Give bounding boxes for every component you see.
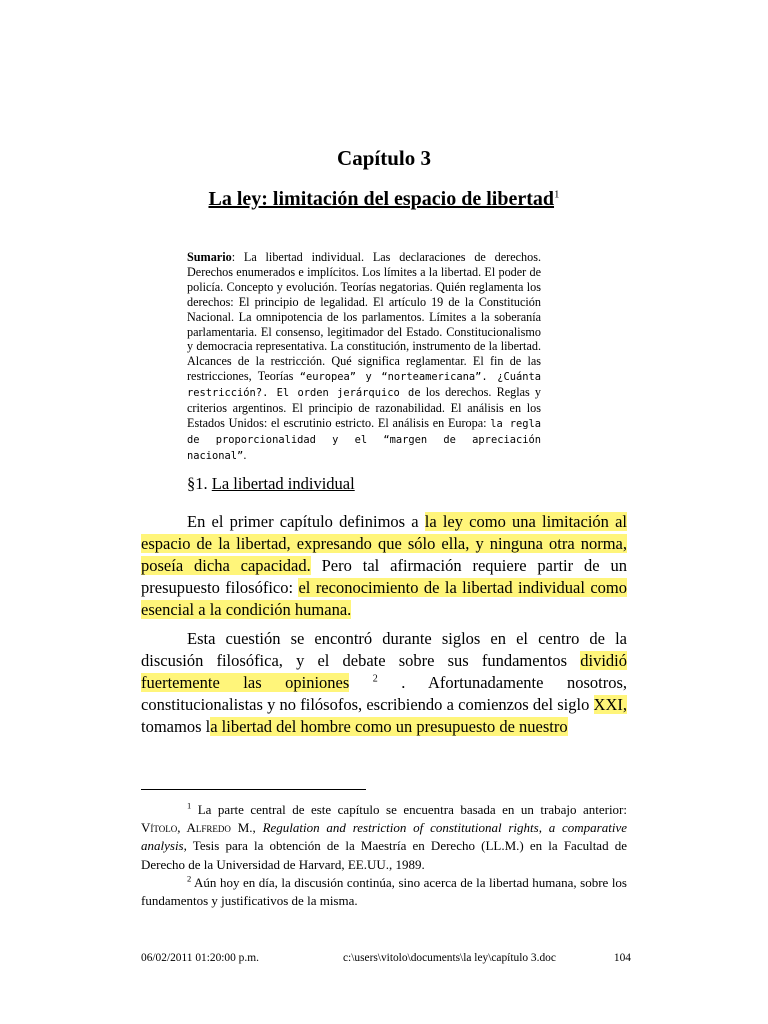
p2-highlight-1: dividió fuertemente las opiniones: [141, 651, 627, 693]
footnote-2-text: Aún hoy en día, la discusión continúa, sino acerca de la libertad humana, sobre los fundamentos y justificativos de la misma.: [141, 874, 627, 909]
section-heading: [187, 474, 587, 494]
summary-text-d: la regla de proporcionalidad y el “margen de apreciación nacional”: [187, 417, 542, 462]
summary-text-c: los derechos. Reglas y criterios argentinos. El principio de razonabilidad. El análisis en los Estados Unidos: el escrutinio estricto. El análisis en Europa:: [187, 385, 541, 430]
footnote-1-sep: ,: [252, 820, 263, 836]
p2-highlight-3: a libertad del hombre como un presupuesto de nuestro: [210, 717, 568, 737]
summary-label: Sumario: [187, 250, 232, 264]
p2-text-1: Esta cuestión se encontró durante siglos en el centro de la discusión filosófica, y el debate sobre sus fundamentos: [141, 629, 627, 671]
chapter-title: [0, 188, 768, 211]
section-number: §1.: [187, 474, 208, 493]
section-title: La libertad individual: [211, 474, 355, 493]
footnote-1-author: Vítolo, Alfredo M.: [141, 820, 253, 836]
footnote-separator: [141, 789, 366, 790]
footer-file-path: c:\users\vitolo\documents\la ley\capítulo 3.doc: [343, 952, 556, 964]
footer-date: 06/02/2011 01:20:00 p.m.: [141, 952, 259, 964]
p1-text-1: En el primer capítulo definimos a: [187, 512, 425, 531]
footnote-ref-2[interactable]: 2: [372, 673, 378, 685]
footnote-2-mark: 2: [187, 873, 192, 884]
footnotes: [141, 801, 627, 910]
chapter-number: Capítulo 3: [337, 146, 431, 170]
footnote-ref-1[interactable]: 1: [554, 188, 560, 201]
p2-text-3: tomamos l: [141, 717, 211, 737]
paragraph-1: [141, 511, 627, 621]
footnote-2: [141, 874, 627, 910]
p1-text-2: Pero tal afirmación requiere partir de un presupuesto filosófico:: [141, 556, 627, 598]
p2-text-2: . Afortunadamente nosotros, constitucionalistas y no filósofos, escribiendo a comienzos del siglo: [141, 673, 627, 715]
footnote-1-text-b: Tesis para la obtención de la Maestría en Derecho (LL.M.) en la Facultad de Derecho de la Universidad de Harvard, EE.UU., 1989.: [141, 838, 627, 872]
summary-text-e: .: [243, 447, 247, 462]
footer-page-number: 104: [613, 952, 631, 964]
p2-highlight-2: XXI,: [593, 695, 627, 715]
paragraph-2: [141, 628, 627, 738]
chapter-summary: [187, 250, 541, 464]
footnote-1: [141, 801, 627, 874]
p1-highlight-2: el reconocimiento de la libertad individual como esencial a la condición humana.: [141, 578, 627, 620]
p1-highlight-1: la ley como una limitación al espacio de la libertad, expresando que sólo ella, y ninguna otra norma, poseía dicha capacidad.: [141, 512, 627, 576]
footnote-1-work: Regulation and restriction of constitutional rights, a comparative analysis,: [141, 820, 628, 854]
footnote-1-mark: 1: [187, 800, 192, 811]
chapter-title-text: La ley: limitación del espacio de libertad: [208, 188, 555, 210]
summary-text-b: “europea” y “norteamericana”. ¿Cuánta restricción?. El orden jerárquico de: [187, 371, 541, 400]
summary-text-a: : La libertad individual. Las declaraciones de derechos. Derechos enumerados e implícitos. Los límites a la libertad. El poder de policía. Concepto y evolución. Teorías negatorias. Quién reglamenta los derechos: El principio de legalidad. El artículo 19 de la Constitución Nacional. La omnipotencia de los parlamentos. Límites a la soberanía parlamentaria. El consenso, legitimador del Estado. Constitucionalismo y democracia representativa. La constitución, instrumento de la libertad. Alcances de la restricción. Qué significa reglamentar. El fin de las restricciones, Teorías: [187, 250, 541, 384]
footnote-1-text-a: La parte central de este capítulo se encuentra basada en un trabajo anterior:: [191, 802, 627, 817]
